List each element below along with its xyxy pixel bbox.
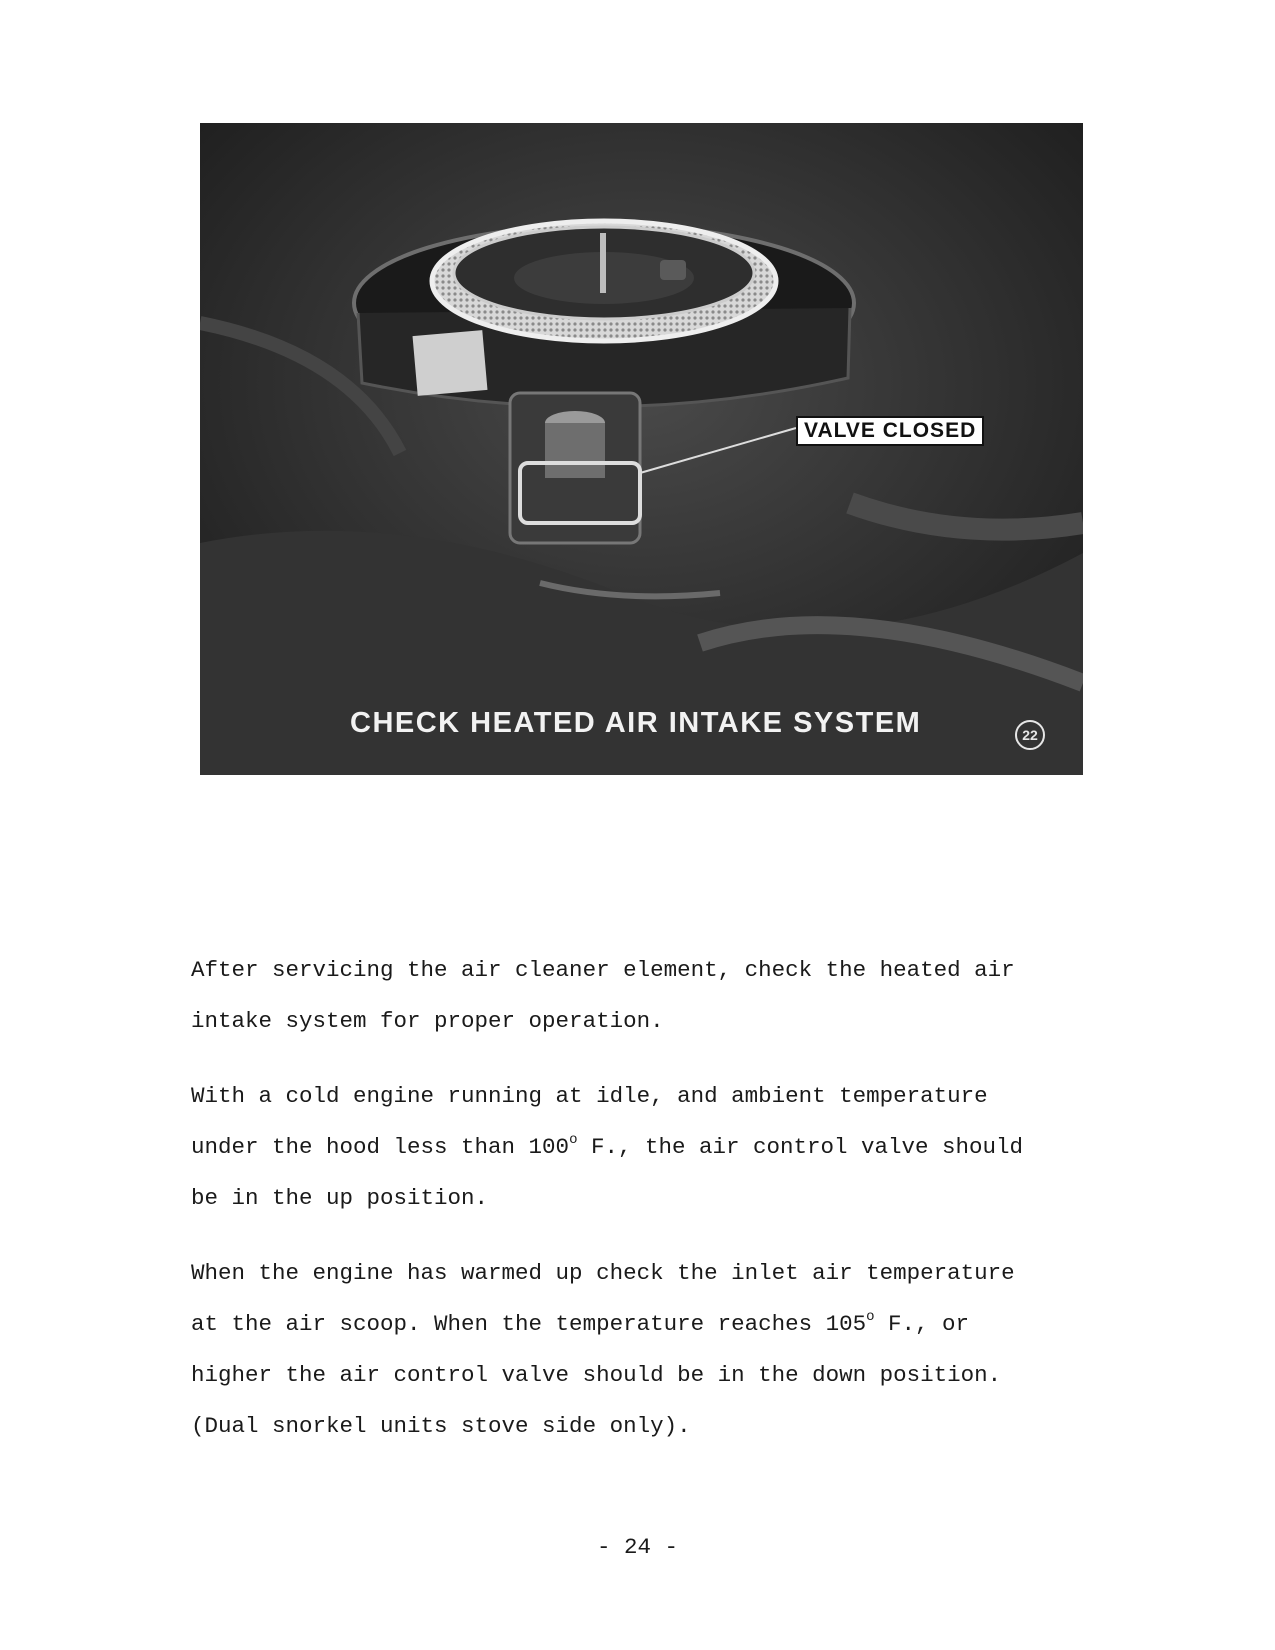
degree-superscript: o (569, 1132, 578, 1148)
paragraph-3 (191, 1248, 1131, 1452)
text-segment: F., or (874, 1311, 970, 1337)
text-line: With a cold engine running at idle, and ambient temperature (191, 1083, 988, 1109)
paragraph-2 (191, 1071, 1131, 1224)
figure-number-badge: 22 (1015, 720, 1045, 750)
text-segment: at the air scoop. When the temperature reaches 105 (191, 1311, 867, 1337)
text-line: be in the up position. (191, 1185, 489, 1211)
paragraph-1 (191, 945, 1131, 1047)
text-line: After servicing the air cleaner element, check the heated air (191, 957, 1015, 983)
text-line: intake system for proper operation. (191, 1008, 664, 1034)
instructions-text (191, 945, 1131, 1476)
text-line (191, 1122, 1131, 1173)
valve-closed-callout: VALVE CLOSED (796, 416, 984, 446)
air-cleaner-illustration (200, 123, 1083, 775)
text-line: higher the air control valve should be in the down position. (191, 1362, 1002, 1388)
text-segment: F., the air control valve should (577, 1134, 1024, 1160)
text-line: (Dual snorkel units stove side only). (191, 1413, 691, 1439)
text-segment: under the hood less than 100 (191, 1134, 570, 1160)
text-line (191, 1299, 1131, 1350)
photo-caption: CHECK HEATED AIR INTAKE SYSTEM (350, 707, 922, 739)
degree-superscript: o (866, 1309, 875, 1325)
page-number: - 24 - (596, 1534, 678, 1560)
text-line: When the engine has warmed up check the inlet air temperature (191, 1260, 1015, 1286)
engine-photo (200, 123, 1083, 775)
